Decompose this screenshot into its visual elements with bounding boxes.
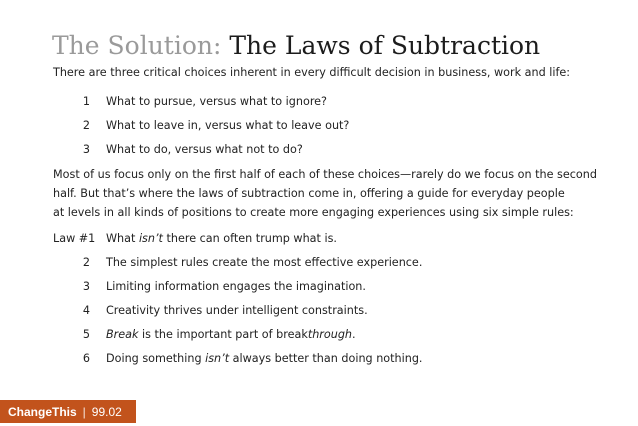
law-text [106,279,366,295]
law-number: 6 [82,352,90,365]
law-text-part: . [352,328,356,341]
body-line: at levels in all kinds of positions to create more engaging experiences using six simple rules: [53,206,574,219]
page-title [52,30,540,62]
law-text-part: is the important part of break [138,328,308,341]
body-line: half. But that’s where the laws of subtraction come in, offering a guide for everyday people [53,187,565,200]
title-main: The Laws of Subtraction [229,31,541,60]
footer-issue: 99.02 [91,404,122,419]
law-text-emphasis: Break [106,328,139,341]
choice-number: 1 [82,95,90,108]
law-number: 3 [82,280,90,293]
law-text [106,303,368,319]
choice-number: 3 [82,143,90,156]
law-text-part: always better than doing nothing. [229,352,423,365]
footer-separator: | [82,404,86,419]
law-number: 2 [82,256,90,269]
law-text [106,231,337,247]
law-number: 5 [82,328,90,341]
law-text-emphasis: isn’t [205,352,230,365]
law-text-part: What [106,232,139,245]
choice-number: 2 [82,119,90,132]
intro-text: There are three critical choices inherent in every difficult decision in business, work and life: [53,66,571,79]
law-text-emphasis: through [307,328,353,341]
law-text [106,351,422,367]
body-line: Most of us focus only on the first half of each of these choices—rarely do we focus on the second [53,168,597,181]
law-number: 4 [82,304,90,317]
law-text [106,255,422,271]
law-text-emphasis: isn’t [138,232,163,245]
law-text [106,327,356,343]
choice-text: What to pursue, versus what to ignore? [106,95,327,108]
law-text-part: Limiting information engages the imagination. [106,280,366,293]
footer-brand: ChangeThis [8,404,77,419]
law-text-part: there can often trump what is. [162,232,337,245]
law-text-part: The simplest rules create the most effective experience. [106,256,423,269]
choice-text: What to leave in, versus what to leave out? [106,119,350,132]
law-number: Law #1 [53,232,96,245]
law-text-part: Doing something [106,352,206,365]
footer-badge [0,400,136,423]
title-prefix: The Solution: [52,31,222,60]
law-text-part: Creativity thrives under intelligent constraints. [106,304,368,317]
choice-text: What to do, versus what not to do? [106,143,303,156]
